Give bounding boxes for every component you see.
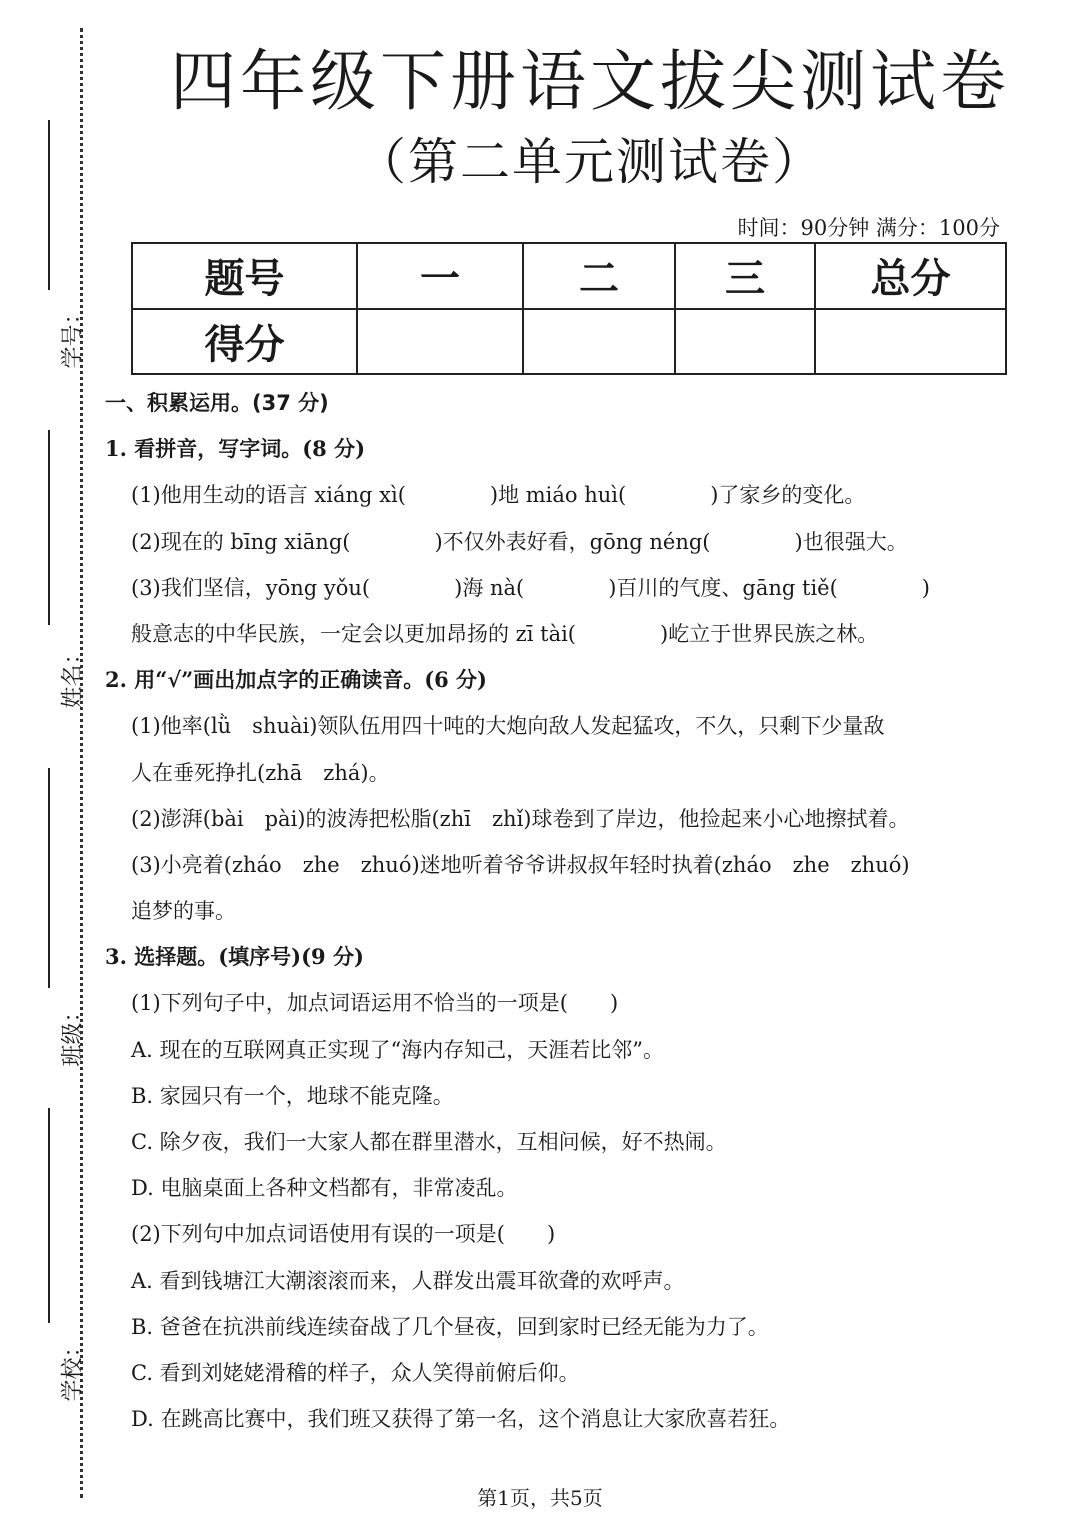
q3-part-1-prompt: (1)下列句子中，加点词语运用不恰当的一项是( )	[131, 991, 619, 1016]
header-cell-part-2: 二	[523, 243, 675, 309]
score-row-label: 得分	[132, 309, 357, 375]
school-underline	[48, 1108, 50, 1323]
score-cell-part-3[interactable]	[675, 309, 815, 375]
q3-1-option-d: D. 电脑桌面上各种文档都有，非常凌乱。	[131, 1176, 518, 1201]
header-cell-question-number: 题号	[132, 243, 357, 309]
score-table-score-row	[132, 309, 1006, 375]
page-footer: 第1页，共5页	[477, 1486, 603, 1510]
score-cell-total[interactable]	[815, 309, 1006, 375]
q1-line-2: (2)现在的 bīng xiāng( )不仅外表好看，gōng néng( )也很强大。	[131, 529, 908, 554]
q2-line-4: (3)小亮着(zháo zhe zhuó)迷地听着爷爷讲叔叔年轻时执着(zháo zhe zhuó)	[131, 852, 910, 877]
header-cell-total: 总分	[815, 243, 1006, 309]
page-title: 四年级下册语文拔尖测试卷	[170, 43, 1010, 120]
q2-line-3: (2)澎湃(bài pài)的波涛把松脂(zhī zhǐ)球卷到了岸边，他捡起来小心地擦拭着。	[131, 806, 910, 831]
page-subtitle: （第二单元测试卷）	[356, 133, 824, 191]
school-label: 学校：	[60, 1335, 86, 1402]
q2-title: 2. 用“√”画出加点字的正确读音。(6 分)	[105, 667, 487, 693]
q1-line-1: (1)他用生动的语言 xiáng xì( )地 miáo huì( )了家乡的变化。	[131, 483, 866, 508]
score-table	[131, 242, 1007, 375]
student-id-label: 学号：	[60, 302, 86, 369]
section-1-heading: 一、积累运用。(37 分)	[105, 391, 329, 415]
q1-title: 1. 看拼音，写字词。(8 分)	[105, 436, 366, 462]
score-cell-part-2[interactable]	[523, 309, 675, 375]
q3-title: 3. 选择题。(填序号)(9 分)	[105, 944, 364, 970]
name-label: 姓名：	[60, 642, 86, 709]
header-cell-part-3: 三	[675, 243, 815, 309]
class-label: 班级：	[60, 1000, 86, 1067]
student-id-underline	[48, 120, 50, 290]
q3-1-option-b: B. 家园只有一个，地球不能克隆。	[131, 1083, 454, 1108]
q1-line-3: (3)我们坚信，yōng yǒu( )海 nà( )百川的气度、gāng tiě( )	[131, 575, 930, 600]
q2-line-5: 追梦的事。	[131, 899, 236, 924]
q3-2-option-c: C. 看到刘姥姥滑稽的样子，众人笑得前俯后仰。	[131, 1360, 580, 1385]
exam-content	[105, 380, 1015, 1442]
q3-1-option-a: A. 现在的互联网真正实现了“海内存知己，天涯若比邻”。	[131, 1037, 664, 1062]
q3-2-option-a: A. 看到钱塘江大潮滚滚而来，人群发出震耳欲聋的欢呼声。	[131, 1268, 685, 1293]
q3-2-option-b: B. 爸爸在抗洪前线连续奋战了几个昼夜，回到家时已经无能为力了。	[131, 1314, 769, 1339]
binding-dotted-line	[80, 28, 83, 1498]
header-cell-part-1: 一	[357, 243, 523, 309]
q3-2-option-d: D. 在跳高比赛中，我们班又获得了第一名，这个消息让大家欣喜若狂。	[131, 1407, 791, 1432]
q3-part-2-prompt: (2)下列句中加点词语使用有误的一项是( )	[131, 1222, 556, 1247]
q3-1-option-c: C. 除夕夜，我们一大家人都在群里潜水，互相问候，好不热闹。	[131, 1130, 727, 1154]
time-score-info: 时间：90分钟 满分：100分	[737, 216, 1000, 240]
q2-line-1: (1)他率(lǜ shuài)领队伍用四十吨的大炮向敌人发起猛攻，不久，只剩下少量敌	[131, 714, 885, 739]
q1-line-4: 般意志的中华民族，一定会以更加昂扬的 zī tài( )屹立于世界民族之林。	[131, 621, 879, 646]
score-cell-part-1[interactable]	[357, 309, 523, 375]
q2-line-2: 人在垂死挣扎(zhā zhá)。	[131, 760, 390, 785]
score-table-header-row	[132, 243, 1006, 309]
class-underline	[48, 768, 50, 988]
name-underline	[48, 430, 50, 625]
